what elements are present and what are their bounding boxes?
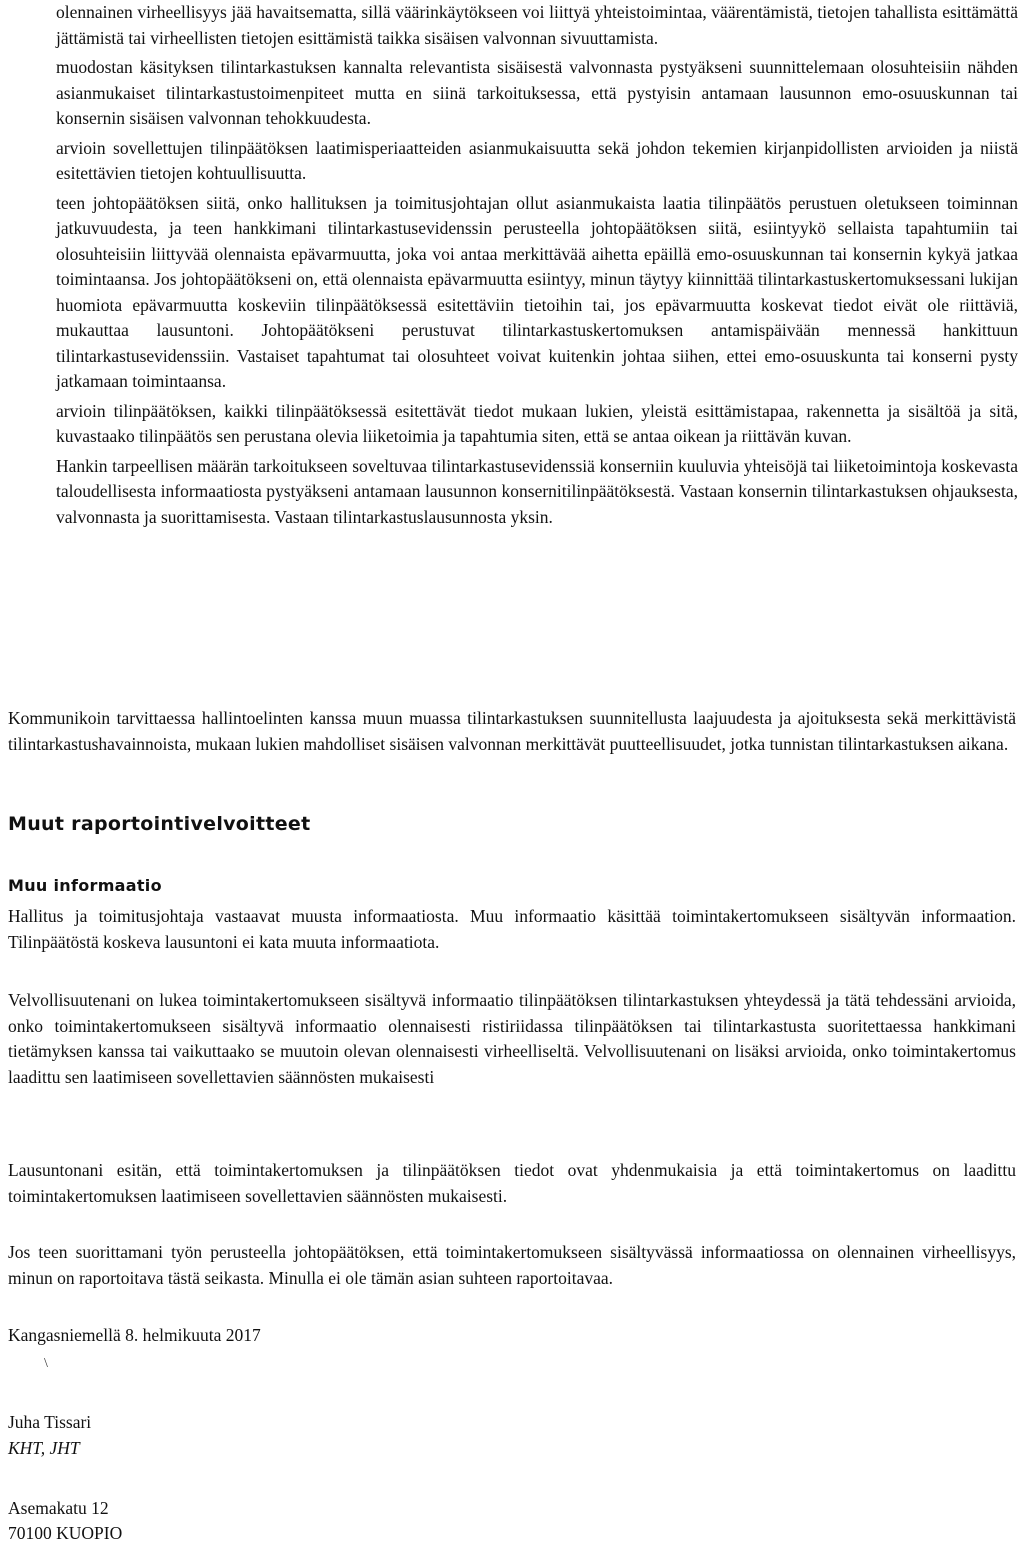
signer-name: Juha Tissari: [8, 1412, 92, 1432]
auditor-responsibilities-list: [56, 0, 1018, 534]
paragraph: Hallitus ja toimitusjohtaja vastaavat muusta informaatiosta. Muu informaatio käsittää toimintakertomukseen sisältyvän informaation. Tilinpäätöstä koskeva lausuntoni ei kata muuta informaatiota.: [8, 906, 1016, 952]
list-item: arvioin sovellettujen tilinpäätöksen laatimisperiaatteiden asianmukaisuutta sekä johdon tekemien kirjanpidollisten arvioiden ja niistä esitettävien tietojen kohtuullisuutta.: [56, 137, 1018, 183]
communication-block: [8, 706, 1016, 757]
list-item: arvioin tilinpäätöksen, kaikki tilinpäätöksessä esitettävät tiedot mukaan lukien, yleistä esittämistapaa, rakennetta ja sisältöä ja sitä, kuvastaako tilinpäätös sen perustana olevia liiketoimia ja tapahtumia siten, että se antaa oikean ja riittävän kuvan.: [56, 400, 1018, 446]
signer-title: KHT, JHT: [8, 1438, 80, 1458]
paragraph: Lausuntonani esitän, että toimintakertomuksen ja tilinpäätöksen tiedot ovat yhdenmukaisia ja että toimintakertomus on laadittu toimintakertomuksen laatimiseen sovellettavien säännösten mukaisesti.: [8, 1160, 1016, 1206]
subsection-heading: Muu informaatio: [8, 876, 162, 895]
list-item: olennainen virheellisyys jää havaitsematta, sillä väärinkäytökseen voi liittyä yhteistoimintaa, väärentämistä, tietojen tahallista esittämättä jättämistä tai virheellisten tietojen esittämistä taikka sisäisen valvonnan sivuuttamista.: [56, 2, 1018, 48]
street-address: Asemakatu 12: [8, 1498, 109, 1518]
other-info-block-1: [8, 904, 1016, 955]
signature-mark: \: [44, 1356, 48, 1371]
paragraph: Jos teen suorittamani työn perusteella johtopäätöksen, että toimintakertomukseen sisältyvässä informaatiossa on olennainen virheellisyys, minun on raportoitava tästä seikasta. Minulla ei ole tämän asian suhteen raportoitavaa.: [8, 1242, 1016, 1288]
list-item: muodostan käsityksen tilintarkastuksen kannalta relevantista sisäisestä valvonnasta pystyäkseni suunnittelemaan olosuhteisiin nähden asianmukaiset tilintarkastustoimenpiteet mutta en siinä tarkoituksessa, että pystyisin antamaan lausunnon emo-osuuskunnan tai konsernin sisäisen valvonnan tehokkuudesta.: [56, 57, 1018, 128]
list-item: Hankin tarpeellisen määrän tarkoitukseen soveltuvaa tilintarkastusevidenssiä konserniin kuuluvia yhteisöjä tai liiketoimintoja koskevasta taloudellisesta informaatiosta pystyäkseni antamaan lausunnon konsernitilinpäätöksestä. Vastaan konsernin tilintarkastuksen ohjauksesta, valvonnasta ja suorittamisesta. Vastaan tilintarkastuslausunnosta yksin.: [56, 455, 1018, 527]
place-and-date: Kangasniemellä 8. helmikuuta 2017: [8, 1325, 261, 1345]
communication-paragraph: Kommunikoin tarvittaessa hallintoelinten kanssa muun muassa tilintarkastuksen suunnitellusta laajuudesta ja ajoituksesta sekä merkittävistä tilintarkastushavainnoista, mukaan lukien mahdolliset sisäisen valvonnan merkittävät puutteellisuudet, jotka tunnistan tilintarkastuksen aikana.: [8, 708, 1016, 754]
section-heading: Muut raportointivelvoitteet: [8, 813, 311, 835]
list-item: teen johtopäätöksen siitä, onko hallituksen ja toimitusjohtajan ollut asianmukaista laatia tilinpäätös perustuen oletukseen toiminnan jatkuvuudesta, ja teen hankkimani tilintarkastusevidenssin perusteella johtopäätöksen siitä, esiintyykö sellaista tapahtumiin tai olosuhteisiin liittyvää olennaista epävarmuutta, joka voi antaa merkittävää aihetta epäillä emo-osuuskunnan tai konsernin kykyä jatkaa toimintaansa. Jos johtopäätökseni on, että olennaista epävarmuutta esiintyy, minun täytyy kiinnittää tilintarkastuskertomuksessani lukijan huomiota epävarmuutta koskeviin tilinpäätöksessä esitettäviin tietoihin tai, jos epävarmuutta koskevat tiedot eivät ole riittäviä, mukauttaa lausuntoni. Johtopäätökseni perustuvat tilintarkastuskertomuksen antamispäivään mennessä hankittuun tilintarkastusevidenssiin. Vastaiset tapahtumat tai olosuhteet voivat kuitenkin johtaa siihen, ettei emo-osuuskunta tai konserni pysty jatkamaan toimintaansa.: [56, 192, 1018, 391]
other-info-block-3: [8, 1158, 1016, 1209]
other-info-block-4: [8, 1240, 1016, 1291]
city-address: 70100 KUOPIO: [8, 1523, 123, 1543]
paragraph: Velvollisuutenani on lukea toimintakertomukseen sisältyvä informaatio tilinpäätöksen tilintarkastuksen yhteydessä ja tätä tehdessäni arvioida, onko toimintakertomukseen sisältyvä informaatio olennaisesti ristiriidassa tilinpäätöksen tai tilintarkastusta suoritettaessa hankkimani tietämyksen kanssa tai vaikuttaako se muutoin olevan olennaisesti virheelliseltä. Velvollisuutenani on lisäksi arvioida, onko toimintakertomus laadittu sen laatimiseen sovellettavien säännösten mukaisesti: [8, 990, 1016, 1087]
other-info-block-2: [8, 988, 1016, 1090]
